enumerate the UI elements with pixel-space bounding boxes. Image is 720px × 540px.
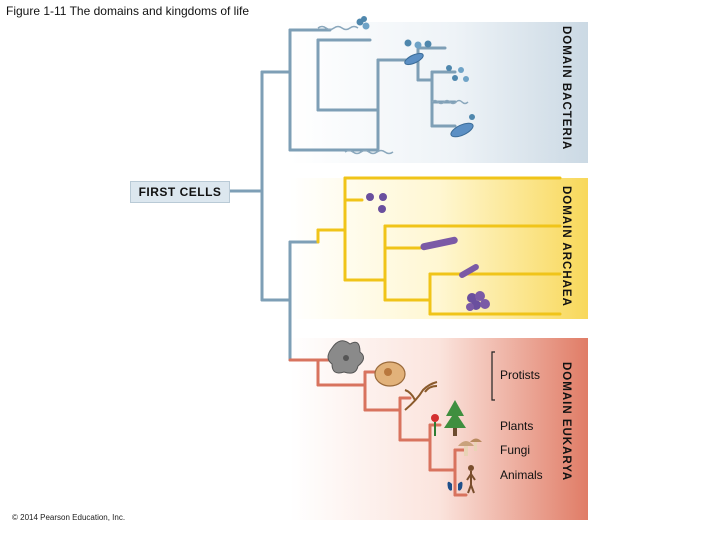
group-label-fungi: Fungi [500,443,531,457]
domain-bacteria-label: DOMAIN BACTERIA [560,26,572,151]
domain-archaea-label: DOMAIN ARCHAEA [560,186,572,307]
copyright-notice: © 2014 Pearson Education, Inc. [12,513,126,522]
domain-eukarya-label: DOMAIN EUKARYA [560,362,572,482]
group-label-animals: Animals [500,468,543,482]
group-label-protists: Protists [500,368,541,382]
protozoan-icon [375,362,405,386]
bacteria-panel [290,22,588,163]
figure-title: Figure 1-11 The domains and kingdoms of life [6,4,250,18]
archaea-panel [290,178,588,319]
first-cells-label: FIRST CELLS [130,181,230,203]
group-label-plants: Plants [500,419,534,433]
